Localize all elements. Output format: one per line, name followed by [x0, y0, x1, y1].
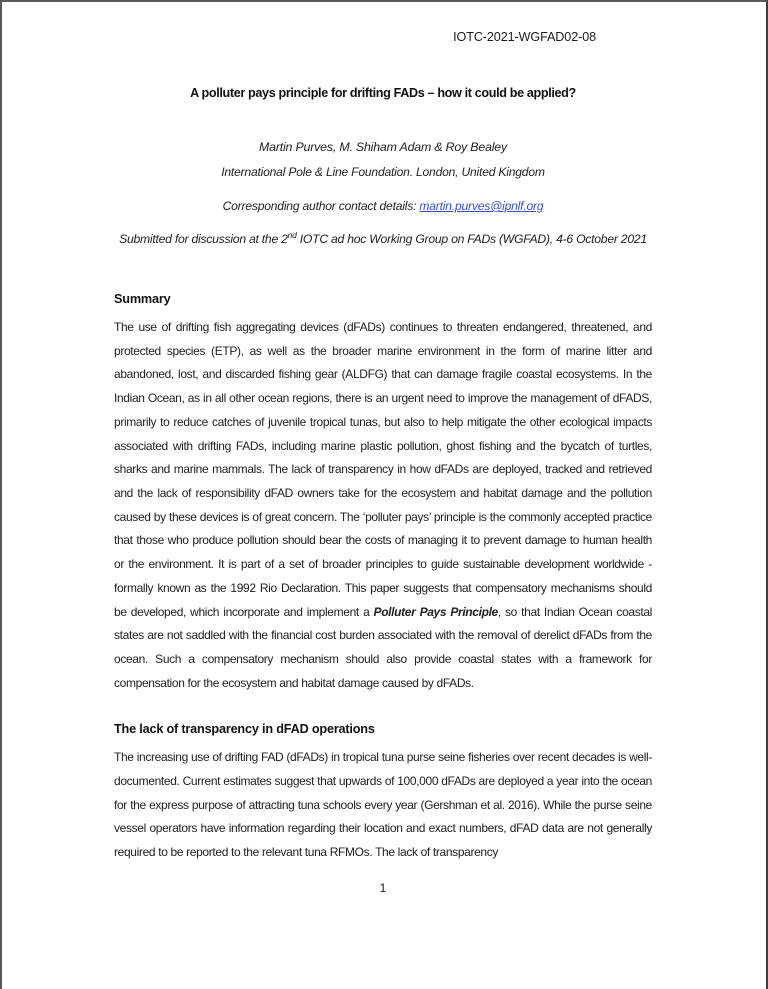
- corresponding-label: Corresponding author contact details:: [222, 199, 420, 213]
- corresponding-line: [114, 199, 652, 213]
- summary-text-post: , so that Indian Ocean coastal states are not saddled with the financial cost burden associated with the removal of derelict dFADs from the ocean. Such a compensatory mechanism should also provide coastal states with a framework for compensation for the ecosystem and habitat damage caused by dFADs.: [114, 604, 652, 690]
- document-reference: IOTC-2021-WGFAD02-08: [453, 30, 596, 44]
- page-content: [2, 2, 766, 895]
- submission-text-post: IOTC ad hoc Working Group on FADs (WGFAD), 4-6 October 2021: [296, 232, 647, 247]
- summary-paragraph: [114, 316, 652, 695]
- email-link[interactable]: martin.purves@ipnlf.org: [419, 199, 544, 213]
- summary-text-pre: The use of drifting fish aggregating devices (dFADs) continues to threaten endangered, threatened, and protected species (ETP), as well as the broader marine environment in the form of marine litter and abandoned, lost, and discarded fishing gear (ALDFG) that can damage fragile coastal ecosystems. In the Indian Ocean, as in all other ocean regions, there is an urgent need to improve the management of dFADS, primarily to reduce catches of juvenile tropical tunas, but also to help mitigate the other ecological impacts associated with drifting FADs, including marine plastic pollution, ghost fishing and the bycatch of turtles, sharks and marine mammals. The lack of transparency in how dFADs are deployed, tracked and retrieved and the lack of responsibility dFAD owners take for the ecosystem and habitat damage and the pollution caused by these devices is of great concern. The ‘polluter pays’ principle is the commonly accepted practice that those who produce pollution should bear the costs of managing it to prevent damage to human health or the environment. It is part of a set of broader principles to guide sustainable development worldwide - formally known as the 1992 Rio Declaration. This paper suggests that compensatory mechanisms should be developed, which incorporate and implement a: [114, 320, 652, 619]
- polluter-pays-principle-emphasis: Polluter Pays Principle: [373, 604, 498, 619]
- section-heading-summary: Summary: [114, 292, 171, 307]
- page-title: A polluter pays principle for drifting FADs – how it could be applied?: [190, 86, 576, 100]
- page-number: 1: [379, 880, 387, 895]
- transparency-paragraph: The increasing use of drifting FAD (dFADs) in tropical tuna purse seine fisheries over recent decades is well-documented. Current estimates suggest that upwards of 100,000 dFADs are deployed a year into the ocean for the express purpose of attracting tuna schools every year (Gershman et al. 2016). While the purse seine vessel operators have information regarding their location and exact numbers, dFAD data are not generally required to be reported to the relevant tuna RFMOs. The lack of transparency: [114, 750, 652, 860]
- authors-line: Martin Purves, M. Shiham Adam & Roy Bealey: [259, 140, 507, 154]
- submission-line: [114, 230, 652, 246]
- affiliation-line: International Pole & Line Foundation. London, United Kingdom: [221, 165, 545, 179]
- section-heading-transparency: The lack of transparency in dFAD operations: [114, 722, 375, 737]
- ordinal-superscript: nd: [287, 230, 297, 240]
- submission-text-pre: Submitted for discussion at the 2: [119, 232, 288, 247]
